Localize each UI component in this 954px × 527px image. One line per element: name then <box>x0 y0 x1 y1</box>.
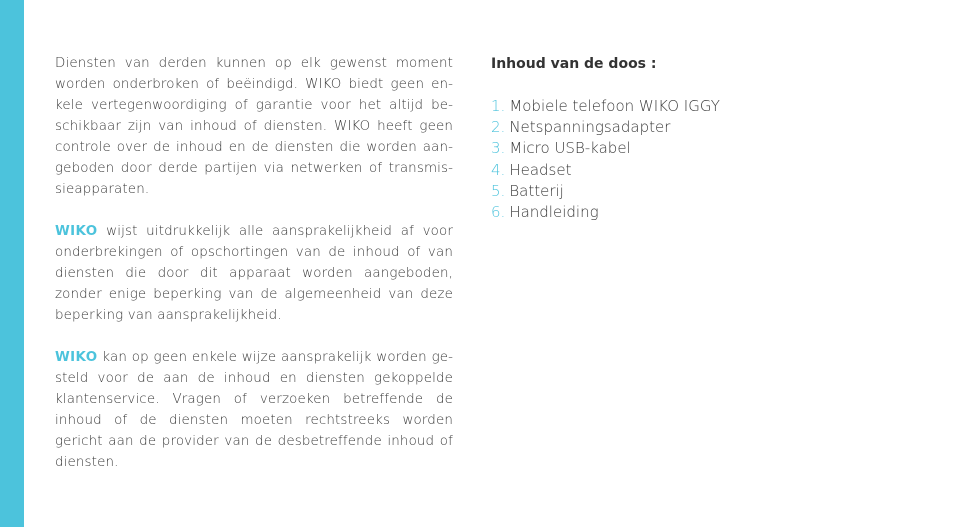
item-number: 6. <box>491 203 506 222</box>
box-contents-section <box>491 54 911 223</box>
list-item <box>491 117 911 138</box>
item-label: Handleiding <box>509 203 599 222</box>
brand-name: WIKO <box>55 350 98 365</box>
item-number: 5. <box>491 181 506 200</box>
paragraph-third-party-services: Diensten van derden kunnen op elk gewenst moment worden onderbroken of beëindigd. WIKO biedt geen enkele vertegenwoordiging of garantie voor het altijd beschikbaar zijn van inhoud of diensten. WIKO heeft geen controle over de inhoud en de diensten die worden aangeboden door derde partijen via netwerken of transmissieapparaten. <box>55 56 453 197</box>
paragraph-liability-disclaimer <box>55 221 453 326</box>
list-item <box>491 181 911 202</box>
box-contents-title: Inhoud van de doos : <box>491 56 657 72</box>
item-number: 1. <box>491 97 506 115</box>
item-number: 3. <box>491 139 506 158</box>
paragraph-customer-service <box>55 347 453 473</box>
paragraph-text: wijst uitdrukkelijk alle aansprakelijkheid af voor onderbrekingen of opschortingen van de inhoud of van diensten die door dit apparaat worden aangeboden, zonder enige beperking van de algemeenheid van deze beperking van aansprakelijkheid. <box>55 224 453 323</box>
item-label: Headset <box>509 160 572 179</box>
item-label: Mobiele telefoon WIKO IGGY <box>509 97 720 115</box>
item-number: 4. <box>491 160 506 179</box>
item-label: Micro USB-kabel <box>509 139 631 158</box>
item-label: Netspanningsadapter <box>509 118 671 137</box>
legal-text-column <box>55 53 453 494</box>
list-item <box>491 160 911 181</box>
list-item <box>491 138 911 159</box>
side-accent-bar <box>0 0 24 527</box>
list-item <box>491 202 911 223</box>
item-number: 2. <box>491 118 506 137</box>
list-item <box>491 96 911 117</box>
paragraph-text: kan op geen enkele wijze aansprakelijk worden gesteld voor de aan de inhoud en diensten gekoppelde klantenservice. Vragen of verzoeken betreffende de inhoud of de diensten moeten rechtstreeks worden gericht aan de provider van de desbetreffende inhoud of diensten. <box>55 350 453 470</box>
item-label: Batterij <box>509 181 564 200</box>
brand-name: WIKO <box>55 224 98 239</box>
box-contents-list <box>491 96 911 223</box>
